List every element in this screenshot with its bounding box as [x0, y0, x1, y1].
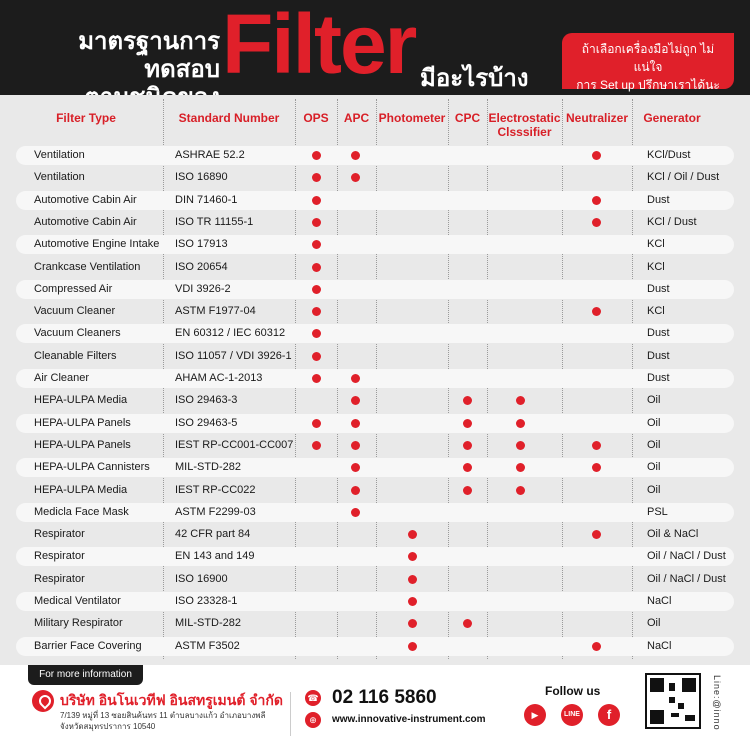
header-sub-word: มีอะไรบ้าง — [420, 65, 529, 92]
follow-us-label: Follow us — [545, 684, 601, 698]
qr-code[interactable] — [645, 673, 701, 729]
phone-icon: ☎ — [305, 690, 321, 706]
filter-type-cell: Automotive Cabin Air — [34, 193, 137, 206]
filter-type-cell: Cleanable Filters — [34, 349, 117, 362]
table-row — [16, 436, 734, 455]
table-row — [16, 258, 734, 277]
header-ops: OPS — [303, 111, 329, 125]
header-electrostatic-line1: Electrostatic — [488, 111, 561, 125]
filter-type-cell: HEPA-ULPA Panels — [34, 438, 131, 451]
table-row — [16, 280, 734, 299]
standard-number-cell: EN 143 and 149 — [175, 550, 255, 563]
company-name: บริษัท อินโนเวทีฟ อินสทรูเมนต์ จำกัด — [60, 692, 283, 708]
cpc-dot — [463, 463, 472, 472]
standard-number-cell: ISO 17913 — [175, 238, 228, 251]
standard-number-cell: ISO 29463-5 — [175, 416, 238, 429]
table-row — [16, 302, 734, 321]
table-row — [16, 458, 734, 477]
electro-dot — [516, 441, 525, 450]
ops-dot — [312, 151, 321, 160]
filter-type-cell: Air Cleaner — [34, 372, 90, 384]
standard-number-cell: ASHRAE 52.2 — [175, 149, 245, 161]
facebook-icon[interactable]: f — [598, 704, 620, 726]
generator-cell: Dust — [647, 282, 670, 295]
photometer-dot — [408, 552, 417, 561]
filter-type-cell: Respirator — [34, 528, 85, 541]
filter-type-cell: Ventilation — [34, 171, 85, 184]
generator-cell: PSL — [647, 505, 668, 518]
electro-dot — [516, 486, 525, 495]
cpc-dot — [463, 396, 472, 405]
apc-dot — [351, 419, 360, 428]
photometer-dot — [408, 575, 417, 584]
neutralizer-dot — [592, 218, 601, 227]
standard-number-cell: AHAM AC-1-2013 — [175, 372, 263, 384]
generator-cell: Oil & NaCl — [647, 528, 699, 541]
header-filter-type: Filter Type — [56, 111, 116, 125]
cpc-dot — [463, 419, 472, 428]
filter-type-cell: HEPA-ULPA Media — [34, 483, 128, 496]
generator-cell: Oil — [647, 416, 661, 429]
ops-dot — [312, 173, 321, 182]
ops-dot — [312, 263, 321, 272]
apc-dot — [351, 463, 360, 472]
line-app-icon[interactable]: LINE — [561, 704, 583, 726]
standard-number-cell: ISO 11057 / VDI 3926-1 — [175, 349, 292, 362]
filter-type-cell: Crankcase Ventilation — [34, 260, 141, 273]
consult-callout — [562, 33, 734, 92]
standard-number-cell: ISO 16890 — [175, 171, 228, 184]
generator-cell: Oil — [647, 394, 661, 407]
filter-type-cell: Vacuum Cleaner — [34, 305, 116, 318]
table-row — [16, 414, 734, 433]
ops-dot — [312, 419, 321, 428]
generator-cell: KCl — [647, 260, 665, 273]
ops-dot — [312, 218, 321, 227]
apc-dot — [351, 441, 360, 450]
table-row — [16, 547, 734, 566]
table-row — [16, 146, 734, 165]
filter-type-cell: Medicla Face Mask — [34, 505, 129, 518]
standard-number-cell: VDI 3926-2 — [175, 282, 231, 295]
filter-type-cell: Respirator — [34, 550, 85, 563]
table-row — [16, 637, 734, 656]
generator-cell: KCl — [647, 238, 665, 251]
callout-line1: ถ้าเลือกเครื่องมือไม่ถูก ไม่แน่ใจ — [581, 42, 715, 74]
ops-dot — [312, 285, 321, 294]
ops-dot — [312, 196, 321, 205]
generator-cell: Oil — [647, 461, 661, 474]
cpc-dot — [463, 486, 472, 495]
table-row — [16, 235, 734, 254]
table-row — [16, 592, 734, 611]
callout-line2: การ Set up ปรึกษาเราได้นะ — [576, 78, 720, 92]
generator-cell: Oil / NaCl / Dust — [647, 572, 726, 585]
filter-type-cell: Military Respirator — [34, 617, 123, 630]
standard-number-cell: ASTM F2299-03 — [175, 505, 256, 518]
filter-type-cell: HEPA-ULPA Panels — [34, 416, 131, 429]
electro-dot — [516, 396, 525, 405]
filter-type-cell: Compressed Air — [34, 282, 113, 295]
standard-number-cell: MIL-STD-282 — [175, 461, 242, 474]
generator-cell: Oil / NaCl / Dust — [647, 550, 726, 563]
ops-dot — [312, 374, 321, 383]
standard-number-cell: DIN 71460-1 — [175, 193, 238, 206]
filter-type-cell: Ventilation — [34, 149, 85, 161]
ops-dot — [312, 441, 321, 450]
generator-cell: KCl — [647, 305, 665, 318]
header-standard-number: Standard Number — [178, 111, 280, 125]
generator-cell: NaCl — [647, 639, 672, 652]
standard-number-cell: IEST RP-CC022 — [175, 483, 256, 496]
neutralizer-dot — [592, 441, 601, 450]
header-electrostatic-line2: Clsssifier — [497, 125, 552, 139]
standard-number-cell: IEST RP-CC001-CC007 — [175, 438, 294, 451]
generator-cell: Dust — [647, 349, 670, 362]
apc-dot — [351, 508, 360, 517]
standard-number-cell: MIL-STD-282 — [175, 617, 242, 630]
table-row — [16, 324, 734, 343]
header-cpc: CPC — [454, 111, 481, 125]
generator-cell: KCl / Dust — [647, 215, 697, 228]
cpc-dot — [463, 441, 472, 450]
neutralizer-dot — [592, 463, 601, 472]
standard-number-cell: ISO 20654 — [175, 260, 228, 273]
table-row — [16, 191, 734, 210]
header-neutralizer: Neutralizer — [565, 111, 629, 125]
photometer-dot — [408, 530, 417, 539]
generator-cell: Dust — [647, 372, 670, 384]
line-handle: Line:@inno — [712, 675, 722, 731]
ops-dot — [312, 307, 321, 316]
generator-cell: Oil — [647, 483, 661, 496]
filter-type-cell: Medical Ventilator — [34, 595, 121, 607]
generator-cell: Oil — [647, 438, 661, 451]
neutralizer-dot — [592, 196, 601, 205]
standard-number-cell: ISO 29463-3 — [175, 394, 238, 407]
photometer-dot — [408, 597, 417, 606]
generator-cell: Dust — [647, 193, 670, 206]
header-title-line1: มาตรฐานการทดสอบ — [78, 28, 220, 83]
neutralizer-dot — [592, 530, 601, 539]
filter-type-cell: HEPA-ULPA Media — [34, 394, 128, 407]
standard-number-cell: ISO 23328-1 — [175, 595, 238, 607]
table-row — [16, 481, 734, 500]
standard-number-cell: 42 CFR part 84 — [175, 528, 251, 541]
header-banner — [0, 0, 750, 95]
electro-dot — [516, 463, 525, 472]
header-generator: Generator — [643, 111, 701, 125]
standard-number-cell: ASTM F3502 — [175, 639, 240, 652]
apc-dot — [351, 396, 360, 405]
ops-dot — [312, 329, 321, 338]
apc-dot — [351, 486, 360, 495]
more-info-tab: For more information — [28, 665, 143, 685]
photometer-dot — [408, 642, 417, 651]
address-line1: 7/139 หมู่ที่ 13 ซอยสินค้นทร 11 ตำบลบางแก้ว อำเภอบางพลี — [60, 711, 266, 720]
table-row — [16, 347, 734, 366]
neutralizer-dot — [592, 307, 601, 316]
generator-cell: NaCl — [647, 595, 672, 607]
ops-dot — [312, 240, 321, 249]
apc-dot — [351, 374, 360, 383]
table-row — [16, 213, 734, 232]
filter-type-cell: Vacuum Cleaners — [34, 327, 121, 340]
neutralizer-dot — [592, 642, 601, 651]
filter-type-cell: Automotive Engine Intake — [34, 238, 160, 251]
table-row — [16, 570, 734, 589]
filter-standards-table — [0, 95, 750, 665]
youtube-icon[interactable]: ▶ — [524, 704, 546, 726]
generator-cell: KCl/Dust — [647, 149, 691, 161]
filter-type-cell: Barrier Face Covering — [34, 639, 142, 652]
globe-icon: ⊕ — [305, 712, 321, 728]
standard-number-cell: ISO TR 11155-1 — [175, 215, 254, 228]
photometer-dot — [408, 619, 417, 628]
apc-dot — [351, 151, 360, 160]
standard-number-cell: ASTM F1977-04 — [175, 305, 256, 318]
apc-dot — [351, 173, 360, 182]
table-row — [16, 614, 734, 633]
generator-cell: Oil — [647, 617, 661, 630]
address-line2: จังหวัดสมุทรปราการ 10540 — [60, 722, 156, 731]
table-row — [16, 391, 734, 410]
header-photometer: Photometer — [378, 111, 446, 125]
neutralizer-dot — [592, 151, 601, 160]
table-header — [0, 95, 750, 143]
company-address — [60, 710, 290, 732]
generator-cell: KCl / Oil / Dust — [647, 171, 720, 184]
location-icon — [32, 690, 54, 712]
ops-dot — [312, 352, 321, 361]
filter-type-cell: Respirator — [34, 572, 85, 585]
phone-number[interactable]: 02 116 5860 — [332, 687, 437, 708]
footer-divider — [290, 692, 291, 736]
table-row — [16, 503, 734, 522]
standard-number-cell: EN 60312 / IEC 60312 — [175, 327, 286, 340]
electro-dot — [516, 419, 525, 428]
header-apc: APC — [343, 111, 370, 125]
generator-cell: Dust — [647, 327, 670, 340]
filter-type-cell: Automotive Cabin Air — [34, 215, 137, 228]
header-big-word: Filter — [222, 0, 416, 91]
table-row — [16, 168, 734, 187]
standard-number-cell: ISO 16900 — [175, 572, 228, 585]
website-link[interactable]: www.innovative-instrument.com — [332, 714, 486, 725]
cpc-dot — [463, 619, 472, 628]
table-row — [16, 525, 734, 544]
header-electrostatic — [487, 111, 562, 139]
filter-type-cell: HEPA-ULPA Cannisters — [34, 461, 150, 474]
table-row — [16, 369, 734, 388]
